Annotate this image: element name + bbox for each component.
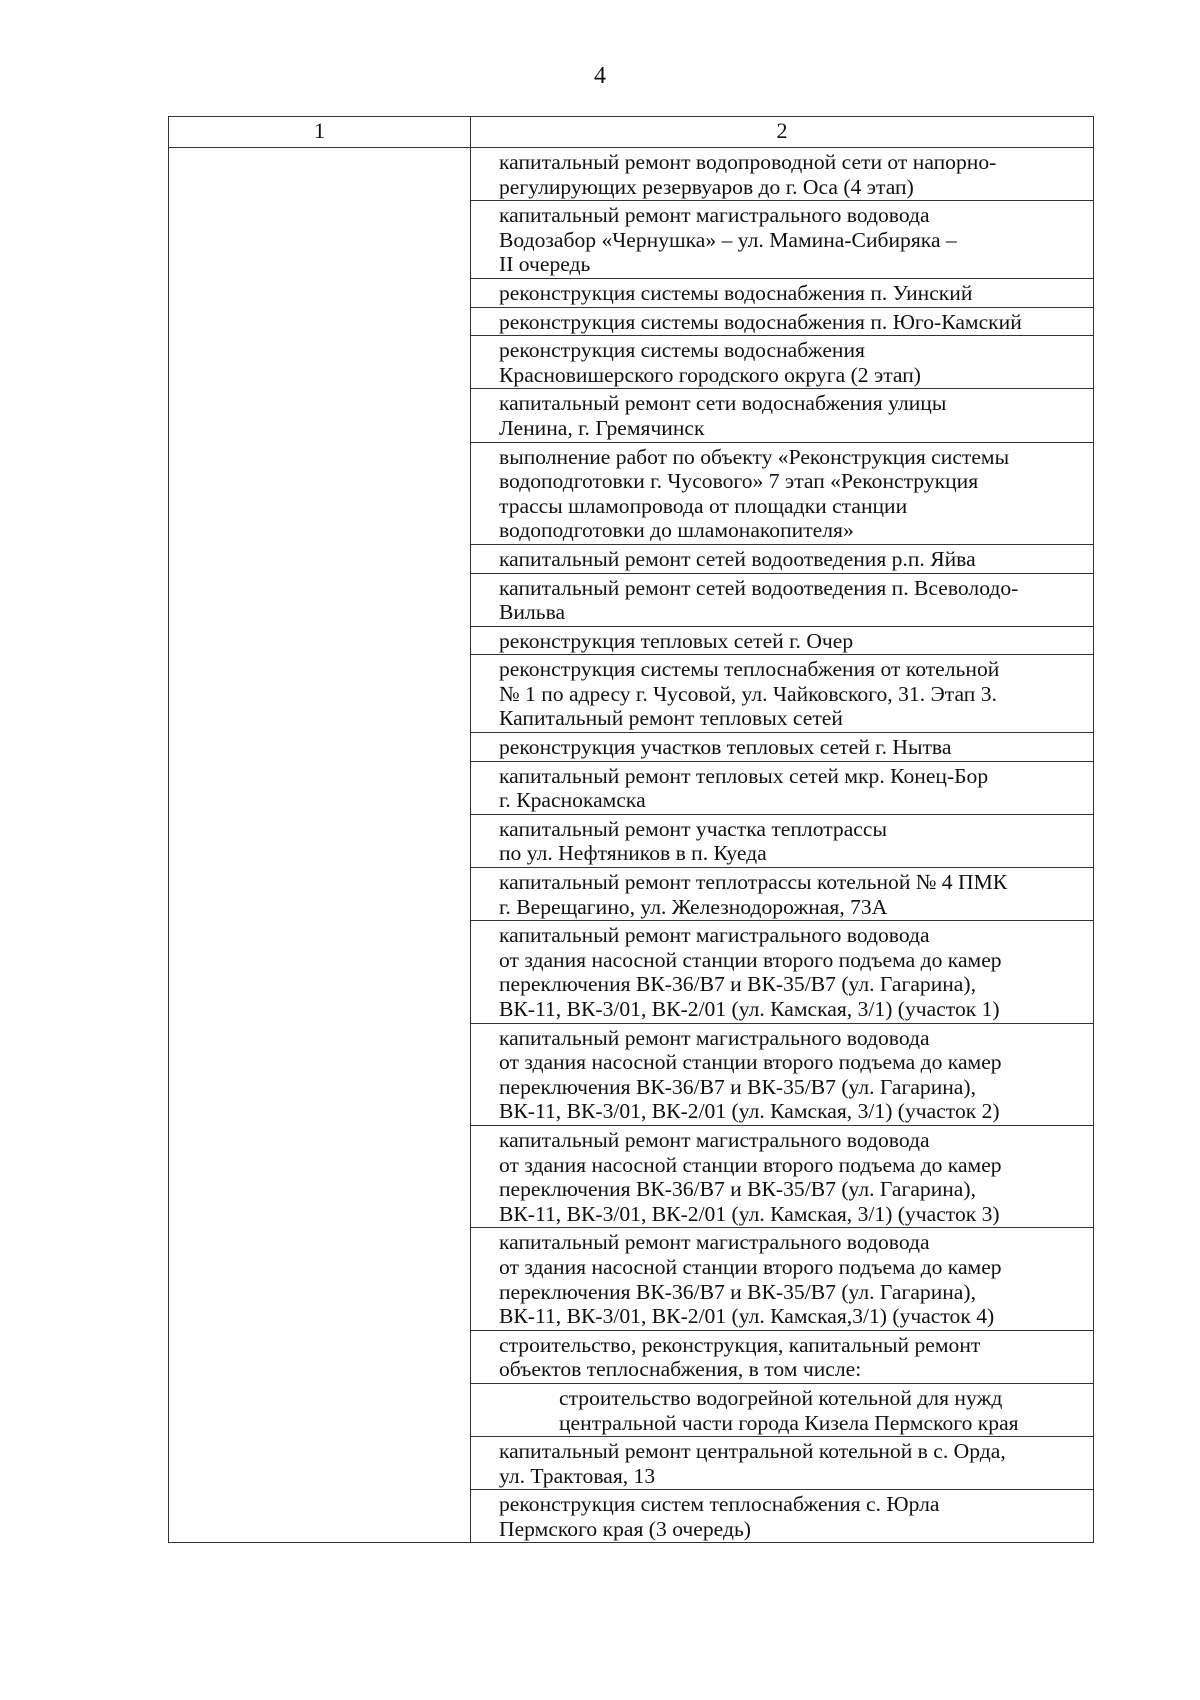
- table-cell: [471, 868, 1094, 921]
- row-text: капитальный ремонт водопроводной сети от напорно- регулирующих резервуаров до г. Оса (4 этап): [499, 150, 997, 199]
- table-cell: [471, 733, 1094, 762]
- table-cell: [471, 1437, 1094, 1490]
- table-header-row: [169, 117, 1094, 148]
- column-header-1-label: 1: [314, 118, 325, 143]
- row-text: капитальный ремонт магистрального водовода от здания насосной станции второго подъема до камер переключения ВК-36/В7 и ВК-35/В7 (ул. Гагарина), ВК-11, ВК-3/01, ВК-2/01 (ул. Камская, 3/1) (участок 2): [499, 1025, 1002, 1124]
- table-cell: [471, 278, 1094, 307]
- table-row: [169, 148, 1094, 201]
- row-text: выполнение работ по объекту «Реконструкция системы водоподготовки г. Чусового» 7 этап «Реконструкция трассы шламопровода от площадки станции водоподготовки до шламонакопителя»: [499, 444, 1010, 543]
- row-text: строительство водогрейной котельной для нужд центральной части города Кизела Пермского края: [559, 1385, 1019, 1435]
- table-body: [169, 117, 1094, 1543]
- row-text: капитальный ремонт сети водоснабжения улицы Ленина, г. Гремячинск: [499, 391, 947, 440]
- row-text: реконструкция тепловых сетей г. Очер: [499, 628, 854, 653]
- table-cell: [471, 1228, 1094, 1330]
- row-text: реконструкция системы водоснабжения п. Уинский: [499, 280, 973, 305]
- table-cell: [471, 201, 1094, 279]
- table-cell: [471, 389, 1094, 442]
- row-text: капитальный ремонт магистрального водовода от здания насосной станции второго подъема до камер переключения ВК-36/В7 и ВК-35/В7 (ул. Гагарина), ВК-11, ВК-3/01, ВК-2/01 (ул. Камская, 3/1) (участок 1): [499, 923, 1002, 1021]
- column-1-blank-cell: [169, 148, 471, 1543]
- column-header-2: [471, 117, 1094, 148]
- table-cell: [471, 1383, 1094, 1436]
- row-text: капитальный ремонт тепловых сетей мкр. Конец-Бор г. Краснокамска: [499, 763, 989, 813]
- table-cell: [471, 573, 1094, 626]
- table-cell: [471, 1490, 1094, 1543]
- row-text: капитальный ремонт сетей водоотведения р.п. Яйва: [499, 546, 976, 571]
- table-cell: [471, 814, 1094, 867]
- row-text: реконструкция системы водоснабжения п. Юго-Камский: [499, 309, 1022, 334]
- table-cell: [471, 655, 1094, 733]
- row-text: капитальный ремонт центральной котельной в с. Орда, ул. Трактовая, 13: [499, 1439, 1006, 1488]
- table-cell: [471, 921, 1094, 1023]
- table-cell: [471, 148, 1094, 201]
- table-cell: [471, 336, 1094, 389]
- table-cell: [471, 761, 1094, 814]
- row-text: реконструкция участков тепловых сетей г. Нытва: [499, 735, 952, 760]
- row-text: капитальный ремонт магистрального водовода от здания насосной станции второго подъема до камер переключения ВК-36/В7 и ВК-35/В7 (ул. Гагарина), ВК-11, ВК-3/01, ВК-2/01 (ул. Камская, 3/1) (участок 3): [499, 1127, 1002, 1226]
- table-cell: [471, 442, 1094, 544]
- document-table: [168, 116, 1094, 1543]
- row-text: капитальный ремонт магистрального водовода Водозабор «Чернушка» – ул. Мамина-Сибиряка – II очередь: [499, 203, 957, 277]
- row-text: капитальный ремонт участка теплотрассы по ул. Нефтяников в п. Куеда: [499, 816, 887, 866]
- row-text: реконструкция системы теплоснабжения от котельной № 1 по адресу г. Чусовой, ул. Чайковского, 31. Этап 3. Капитальный ремонт тепловых сетей: [499, 657, 1000, 731]
- table-cell: [471, 1125, 1094, 1227]
- row-text: капитальный ремонт сетей водоотведения п. Всеволодо- Вильва: [499, 575, 1019, 625]
- table-cell: [471, 307, 1094, 336]
- table-cell: [471, 544, 1094, 573]
- row-text: капитальный ремонт магистрального водовода от здания насосной станции второго подъема до камер переключения ВК-36/В7 и ВК-35/В7 (ул. Гагарина), ВК-11, ВК-3/01, ВК-2/01 (ул. Камская,3/1) (участок 4): [499, 1230, 1002, 1329]
- table-cell: [471, 1330, 1094, 1383]
- column-header-2-label: 2: [776, 118, 788, 143]
- row-text: строительство, реконструкция, капитальный ремонт объектов теплоснабжения, в том числе:: [499, 1332, 981, 1382]
- row-text: капитальный ремонт теплотрассы котельной № 4 ПМК г. Верещагино, ул. Железнодорожная, 73А: [499, 870, 1008, 919]
- column-header-1: [169, 117, 471, 148]
- table-cell: [471, 626, 1094, 655]
- row-text: реконструкция систем теплоснабжения с. Юрла Пермского края (3 очередь): [499, 1492, 940, 1541]
- page-number: 4: [594, 63, 606, 89]
- table-cell: [471, 1023, 1094, 1125]
- row-text: реконструкция системы водоснабжения Красновишерского городского округа (2 этап): [499, 338, 921, 387]
